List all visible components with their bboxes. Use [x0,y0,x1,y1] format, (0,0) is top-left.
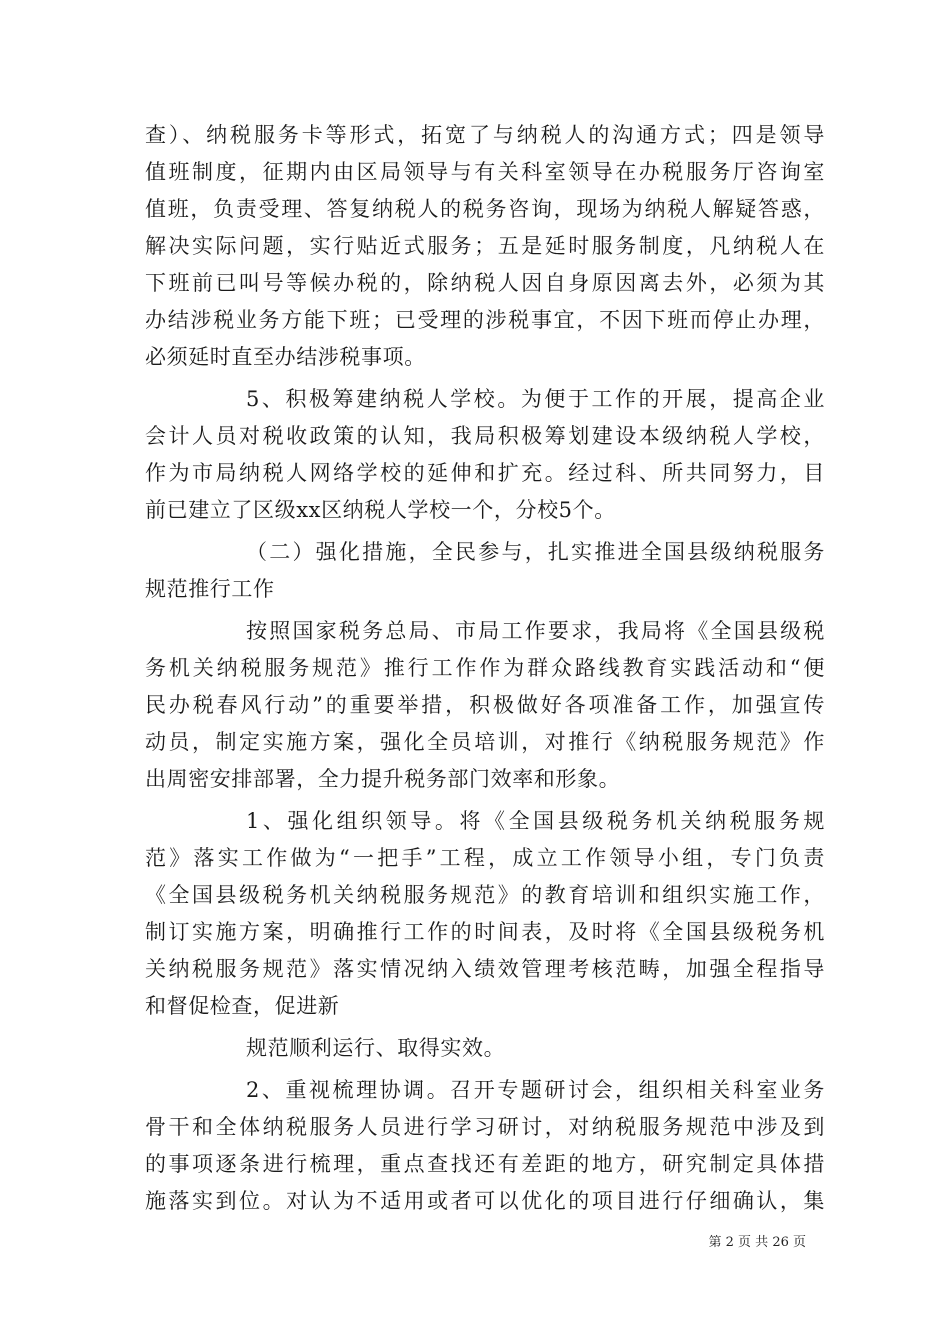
text-line: 2、重视梳理协调。召开专题研讨会，组织相关科室业务 [246,1078,825,1102]
text-line: 制订实施方案，明确推行工作的时间表，及时将《全国县级税务机 [145,920,825,944]
text-line: 动员，制定实施方案，强化全员培训，对推行《纳税服务规范》作 [145,730,825,754]
text-line: 务机关纳税服务规范》推行工作作为群众路线教育实践活动和“便 [145,656,825,680]
text-line: （二）强化措施，全民参与，扎实推进全国县级纳税服务 [246,540,825,564]
text-line: 出周密安排部署，全力提升税务部门效率和形象。 [145,767,621,791]
text-line: 规范顺利运行、取得实效。 [246,1036,506,1060]
text-line: 和督促检查，促进新 [145,994,340,1018]
text-line: 作为市局纳税人网络学校的延伸和扩充。经过科、所共同努力，目 [145,461,825,485]
text-line: 《全国县级税务机关纳税服务规范》的教育培训和组织实施工作， [145,883,825,907]
text-line: 的事项逐条进行梳理，重点查找还有差距的地方，研究制定具体措 [145,1152,825,1176]
text-line: 民办税春风行动”的重要举措，积极做好各项准备工作，加强宣传 [145,693,825,717]
text-line: 1、强化组织领导。将《全国县级税务机关纳税服务规 [246,809,825,833]
text-line: 规范推行工作 [145,577,275,601]
text-line: 按照国家税务总局、市局工作要求，我局将《全国县级税 [246,619,825,643]
text-line: 关纳税服务规范》落实情况纳入绩效管理考核范畴，加强全程指导 [145,957,825,981]
text-line: 值班，负责受理、答复纳税人的税务咨询，现场为纳税人解疑答惑， [145,197,825,221]
text-line: 5、积极筹建纳税人学校。为便于工作的开展，提高企业 [246,387,825,411]
text-line: 下班前已叫号等候办税的，除纳税人因自身原因离去外，必须为其 [145,271,825,295]
text-line: 骨干和全体纳税服务人员进行学习研讨，对纳税服务规范中涉及到 [145,1115,825,1139]
text-line: 必须延时直至办结涉税事项。 [145,345,426,369]
text-line: 会计人员对税收政策的认知，我局积极筹划建设本级纳税人学校， [145,424,825,448]
text-line: 查）、纳税服务卡等形式，拓宽了与纳税人的沟通方式；四是领导 [145,123,825,147]
text-line: 值班制度，征期内由区局领导与有关科室领导在办税服务厅咨询室 [145,160,825,184]
page-number: 第 2 页 共 26 页 [708,1235,806,1250]
text-line: 解决实际问题，实行贴近式服务；五是延时服务制度，凡纳税人在 [145,234,825,258]
text-line: 前已建立了区级xx区纳税人学校一个，分校5个。 [145,498,616,522]
text-line: 办结涉税业务方能下班；已受理的涉税事宜，不因下班而停止办理， [145,308,825,332]
text-line: 施落实到位。对认为不适用或者可以优化的项目进行仔细确认，集 [145,1189,825,1213]
text-line: 范》落实工作做为“一把手”工程，成立工作领导小组，专门负责 [145,846,825,870]
